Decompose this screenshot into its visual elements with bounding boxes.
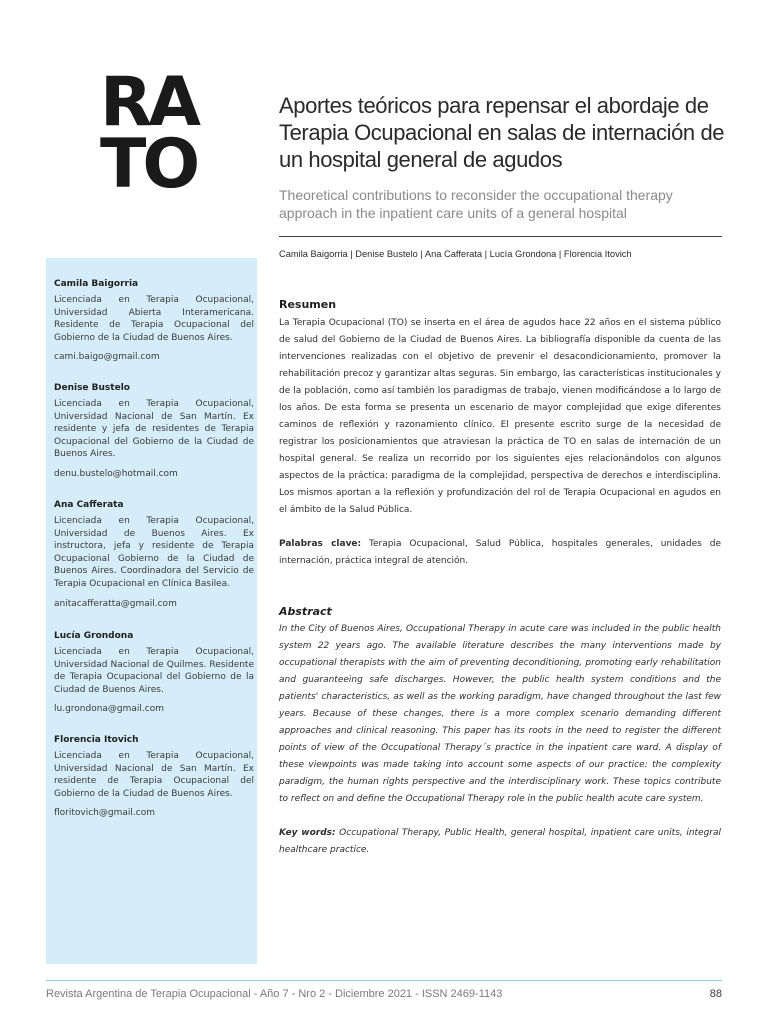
author-sidebar — [46, 258, 257, 964]
resumen-keywords — [279, 536, 721, 570]
author-email[interactable]: anitacafferatta@gmail.com — [54, 598, 177, 609]
journal-logo — [100, 63, 210, 204]
keywords-list: Occupational Therapy, Public Health, general hospital, inpatient care units, integral healthcare practice. — [279, 828, 722, 855]
abstract-heading: Abstract — [279, 605, 332, 618]
article-title-spanish: Aportes teóricos para repensar el abordaje de Terapia Ocupacional en salas de internación de un hospital general de agudos — [279, 93, 725, 172]
author-name: Ana Cafferata — [54, 500, 124, 510]
author-bio: Licenciada en Terapia Ocupacional, Universidad Nacional de Quilmes. Residente de Terapia Ocupacional del Gobierno de la Ciudad de Buenos Aires. — [54, 647, 254, 695]
author-name: Camila Baigorria — [54, 279, 139, 289]
resumen-heading: Resumen — [279, 298, 337, 311]
journal-footer: Revista Argentina de Terapia Ocupacional - Año 7 - Nro 2 - Diciembre 2021 - ISSN 2469-1143 — [46, 988, 503, 1000]
author-bio: Licenciada en Terapia Ocupacional, Universidad de Buenos Aires. Ex instructora, jefa y residente de Terapia Ocupacional Gobierno de la Ciudad de Buenos Aires. Coordinadora del Servicio de Terapia Ocupacional en Clínica Basilea. — [54, 516, 254, 589]
author-name: Florencia Itovich — [54, 735, 139, 745]
page-number: 88 — [709, 988, 722, 1000]
author-email[interactable]: denu.bustelo@hotmail.com — [54, 468, 178, 479]
author-email[interactable]: floritovich@gmail.com — [54, 808, 155, 819]
author-name: Lucía Grondona — [54, 631, 134, 641]
author-card — [54, 499, 254, 610]
author-name: Denise Bustelo — [54, 383, 130, 393]
title-divider — [279, 236, 722, 237]
author-bio: Licenciada en Terapia Ocupacional, Universidad Nacional de San Martín. Ex residente y jefa de residentes de Terapia Ocupacional del Gobierno de la Ciudad de Buenos Aires. — [54, 399, 254, 460]
keywords-list: Terapia Ocupacional, Salud Pública, hospitales generales, unidades de internación, práctica integral de atención. — [279, 539, 721, 566]
author-email[interactable]: lu.grondona@gmail.com — [54, 704, 165, 715]
author-bio: Licenciada en Terapia Ocupacional, Universidad Nacional de San Martín. Ex residente de Terapia Ocupacional del Gobierno de la Ciudad de Buenos Aires. — [54, 751, 254, 799]
author-card — [54, 630, 254, 715]
author-card — [54, 382, 254, 480]
resumen-text: La Terapia Ocupacional (TO) se inserta en el área de agudos hace 22 años en el sistema público de salud del Gobierno de la Ciudad de Buenos Aires. La bibliografía disponible da cuenta de las intervenciones realizadas con el objetivo de prevenir el desacondicionamiento, promover la rehabilitación precoz y garantizar altas seguras. Sin embargo, las características institucionales y de la población, como así también los paradigmas de trabajo, vienen modificándose a lo largo de los años. De esta forma se presenta un escenario de mayor complejidad que exige diferentes caminos de reflexión y razonamiento clínico. El presente escrito surge de la necesidad de registrar los posicionamientos que atraviesan la práctica de TO en salas de internación de un hospital general. Se realiza un recorrido por los siguientes ejes relacionándolos con algunos aspectos de la práctica: paradigma de la complejidad, perspectiva de derechos e interdisciplina. Los mismos aportan a la reflexión y profundización del rol de Terapia Ocupacional en agudos en el ámbito de la Salud Pública. — [279, 318, 721, 515]
abstract-keywords — [279, 825, 721, 859]
author-card — [54, 734, 254, 819]
keywords-label: Palabras clave: — [279, 539, 362, 549]
footer-divider — [46, 980, 722, 981]
logo-line-2: TO — [100, 125, 197, 204]
authors-line: Camila Baigorria | Denise Bustelo | Ana Cafferata | Lucía Grondona | Florencia Itovich — [279, 249, 632, 259]
author-bio: Licenciada en Terapia Ocupacional, Universidad Abierta Interamericana. Residente de Terapia Ocupacional del Gobierno de la Ciudad de Buenos Aires. — [54, 295, 254, 343]
article-title-english: Theoretical contributions to reconsider the occupational therapy approach in the inpatient care units of a general hospital — [279, 187, 673, 221]
keywords-label: Key words: — [279, 828, 336, 838]
author-card — [54, 278, 254, 363]
logo-line-1: RA — [100, 63, 197, 142]
author-email[interactable]: cami.baigo@gmail.com — [54, 352, 160, 363]
abstract-text: In the City of Buenos Aires, Occupational Therapy in acute care was included in the public health system 22 years ago. The available literature describes the many interventions made by occupational therapists with the aim of preventing deconditioning, promoting early rehabilitation and guaranteeing safe discharges. However, the public health system conditions and the patients' characteristics, as well as the working paradigm, have changed throughout the last few years. Because of these changes, there is a more complex scenario demanding different approaches and clinical reasoning. This paper has its roots in the need to register the different points of view of the Occupational Therapy´s practice in the inpatient care ward. A display of these viewpoints was made taking into account some aspects of our practice: the complexity paradigm, the human rights perspective and the interdisciplinary work. These topics contribute to reflect on and define the Occupational Therapy role in the public health acute care system. — [279, 624, 721, 804]
